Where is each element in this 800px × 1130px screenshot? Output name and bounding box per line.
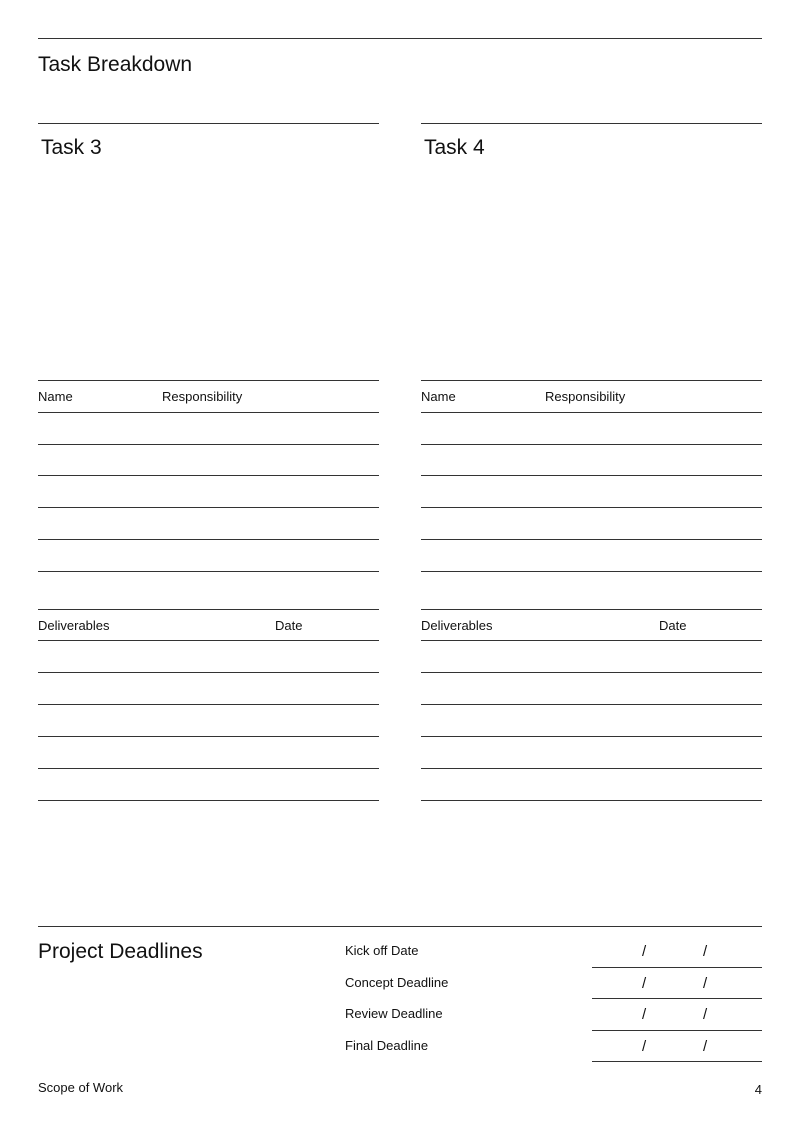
top-rule — [38, 38, 762, 39]
deadline-date-line — [592, 1030, 762, 1031]
team-row-line — [38, 571, 379, 572]
deadlines-title: Project Deadlines — [38, 940, 203, 963]
date-separator: / — [642, 943, 647, 960]
team-row-line — [421, 475, 762, 476]
team-row-line — [421, 539, 762, 540]
team-row-line — [38, 475, 379, 476]
date-separator: / — [703, 943, 708, 960]
team-row-line — [38, 507, 379, 508]
team-table-top-rule — [421, 380, 762, 381]
deliverables-column-header: Deliverables — [38, 618, 110, 633]
responsibility-column-header: Responsibility — [162, 389, 243, 404]
deadline-label: Kick off Date — [345, 943, 419, 958]
date-separator: / — [703, 1006, 708, 1023]
name-column-header: Name — [38, 389, 73, 404]
deadline-date-line — [592, 1061, 762, 1062]
deadline-date-line — [592, 967, 762, 968]
date-column-header: Date — [275, 618, 303, 633]
date-separator: / — [703, 975, 708, 992]
team-row-line — [38, 539, 379, 540]
responsibility-column-header: Responsibility — [545, 389, 626, 404]
task-title: Task 3 — [41, 136, 102, 159]
team-row-line — [38, 412, 379, 413]
deadline-date-line — [592, 998, 762, 999]
section-title: Task Breakdown — [38, 53, 193, 76]
task-title: Task 4 — [424, 136, 485, 159]
page-number: 4 — [754, 1082, 762, 1097]
date-separator: / — [642, 975, 647, 992]
deliverable-row-line — [421, 640, 762, 641]
date-separator: / — [703, 1038, 708, 1055]
team-table-top-rule — [38, 380, 379, 381]
deliverables-table-top-rule — [421, 609, 762, 610]
deadline-label: Concept Deadline — [345, 975, 449, 990]
deliverable-row-line — [421, 800, 762, 801]
deliverable-row-line — [38, 704, 379, 705]
deliverables-table-top-rule — [38, 609, 379, 610]
name-column-header: Name — [421, 389, 456, 404]
task-title-rule — [38, 123, 379, 124]
deadlines-top-rule — [38, 926, 762, 927]
deliverable-row-line — [38, 736, 379, 737]
deliverable-row-line — [38, 640, 379, 641]
deadline-label: Review Deadline — [345, 1006, 443, 1021]
task-title-rule — [421, 123, 762, 124]
date-column-header: Date — [659, 618, 687, 633]
deadline-label: Final Deadline — [345, 1038, 429, 1053]
team-row-line — [421, 412, 762, 413]
footer-document-title: Scope of Work — [38, 1080, 124, 1095]
team-row-line — [421, 507, 762, 508]
date-separator: / — [642, 1006, 647, 1023]
deliverables-column-header: Deliverables — [421, 618, 493, 633]
deliverable-row-line — [38, 800, 379, 801]
deliverable-row-line — [38, 768, 379, 769]
deliverable-row-line — [421, 704, 762, 705]
deliverable-row-line — [38, 672, 379, 673]
deliverable-row-line — [421, 672, 762, 673]
deliverable-row-line — [421, 736, 762, 737]
team-row-line — [421, 571, 762, 572]
deliverable-row-line — [421, 768, 762, 769]
team-row-line — [421, 444, 762, 445]
team-row-line — [38, 444, 379, 445]
date-separator: / — [642, 1038, 647, 1055]
